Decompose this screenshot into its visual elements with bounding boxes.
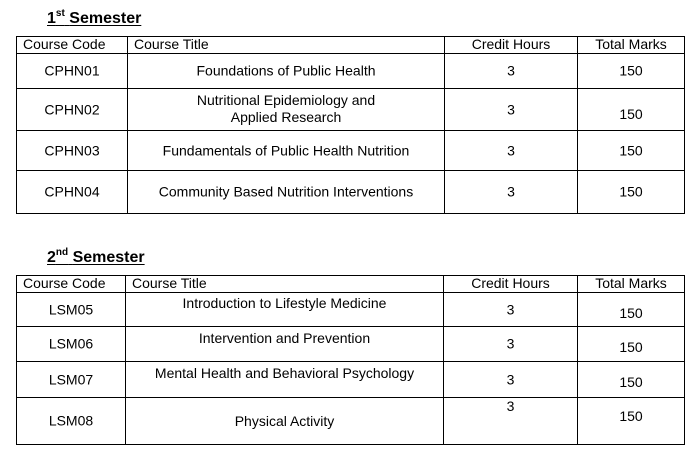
header-course-title: Course Title — [126, 276, 444, 293]
credit-hours-cell: 3 — [444, 327, 578, 362]
course-title-cell: Nutritional Epidemiology and Applied Research — [128, 89, 445, 131]
semester-1-ordinal-suffix: st — [55, 7, 65, 19]
course-code-cell: CPHN04 — [17, 171, 128, 214]
course-title-cell: Fundamentals of Public Health Nutrition — [128, 131, 445, 171]
total-marks-cell: 150 — [578, 398, 685, 445]
semester-1-table — [16, 36, 685, 214]
credit-hours-cell: 3 — [445, 89, 578, 131]
semester-2-heading — [47, 246, 145, 267]
course-title-cell: Community Based Nutrition Interventions — [128, 171, 445, 214]
table-row — [17, 131, 685, 171]
course-code-cell: LSM06 — [17, 327, 126, 362]
course-code-cell: LSM05 — [17, 293, 126, 327]
table-header-row — [17, 37, 685, 54]
semester-1-heading — [47, 7, 142, 28]
total-marks-cell: 150 — [578, 362, 685, 398]
course-code-cell: CPHN01 — [17, 54, 128, 89]
semester-2-table — [16, 275, 685, 445]
header-total-marks: Total Marks — [578, 37, 685, 54]
semester-2-ordinal-suffix: nd — [55, 246, 69, 258]
header-total-marks: Total Marks — [578, 276, 685, 293]
header-course-code: Course Code — [17, 276, 126, 293]
total-marks-cell: 150 — [578, 54, 685, 89]
course-code-cell: LSM07 — [17, 362, 126, 398]
table-row — [17, 89, 685, 131]
course-code-cell: CPHN03 — [17, 131, 128, 171]
total-marks-cell: 150 — [578, 131, 685, 171]
table-row — [17, 327, 685, 362]
credit-hours-cell: 3 — [445, 131, 578, 171]
course-code-cell: CPHN02 — [17, 89, 128, 131]
course-title-cell: Physical Activity — [126, 398, 444, 445]
table-row — [17, 293, 685, 327]
table-row — [17, 398, 685, 445]
table-row — [17, 54, 685, 89]
total-marks-cell: 150 — [578, 293, 685, 327]
course-title-cell: Intervention and Prevention — [126, 327, 444, 362]
credit-hours-cell: 3 — [445, 54, 578, 89]
header-credit-hours: Credit Hours — [445, 37, 578, 54]
course-title-cell: Introduction to Lifestyle Medicine — [126, 293, 444, 327]
semester-1-label: Semester — [69, 10, 142, 27]
course-title-cell: Foundations of Public Health — [128, 54, 445, 89]
header-course-code: Course Code — [17, 37, 128, 54]
table-header-row — [17, 276, 685, 293]
table-row — [17, 171, 685, 214]
semester-2-ordinal: 2 — [47, 249, 56, 266]
credit-hours-cell: 3 — [444, 398, 578, 445]
header-course-title: Course Title — [128, 37, 445, 54]
credit-hours-cell: 3 — [444, 362, 578, 398]
course-code-cell: LSM08 — [17, 398, 126, 445]
total-marks-cell: 150 — [578, 171, 685, 214]
credit-hours-cell: 3 — [445, 171, 578, 214]
header-credit-hours: Credit Hours — [444, 276, 578, 293]
course-title-cell: Mental Health and Behavioral Psychology — [126, 362, 444, 398]
semester-1-ordinal: 1 — [47, 10, 56, 27]
credit-hours-cell: 3 — [444, 293, 578, 327]
total-marks-cell: 150 — [578, 327, 685, 362]
table-row — [17, 362, 685, 398]
total-marks-cell: 150 — [578, 89, 685, 131]
semester-2-label: Semester — [72, 249, 145, 266]
